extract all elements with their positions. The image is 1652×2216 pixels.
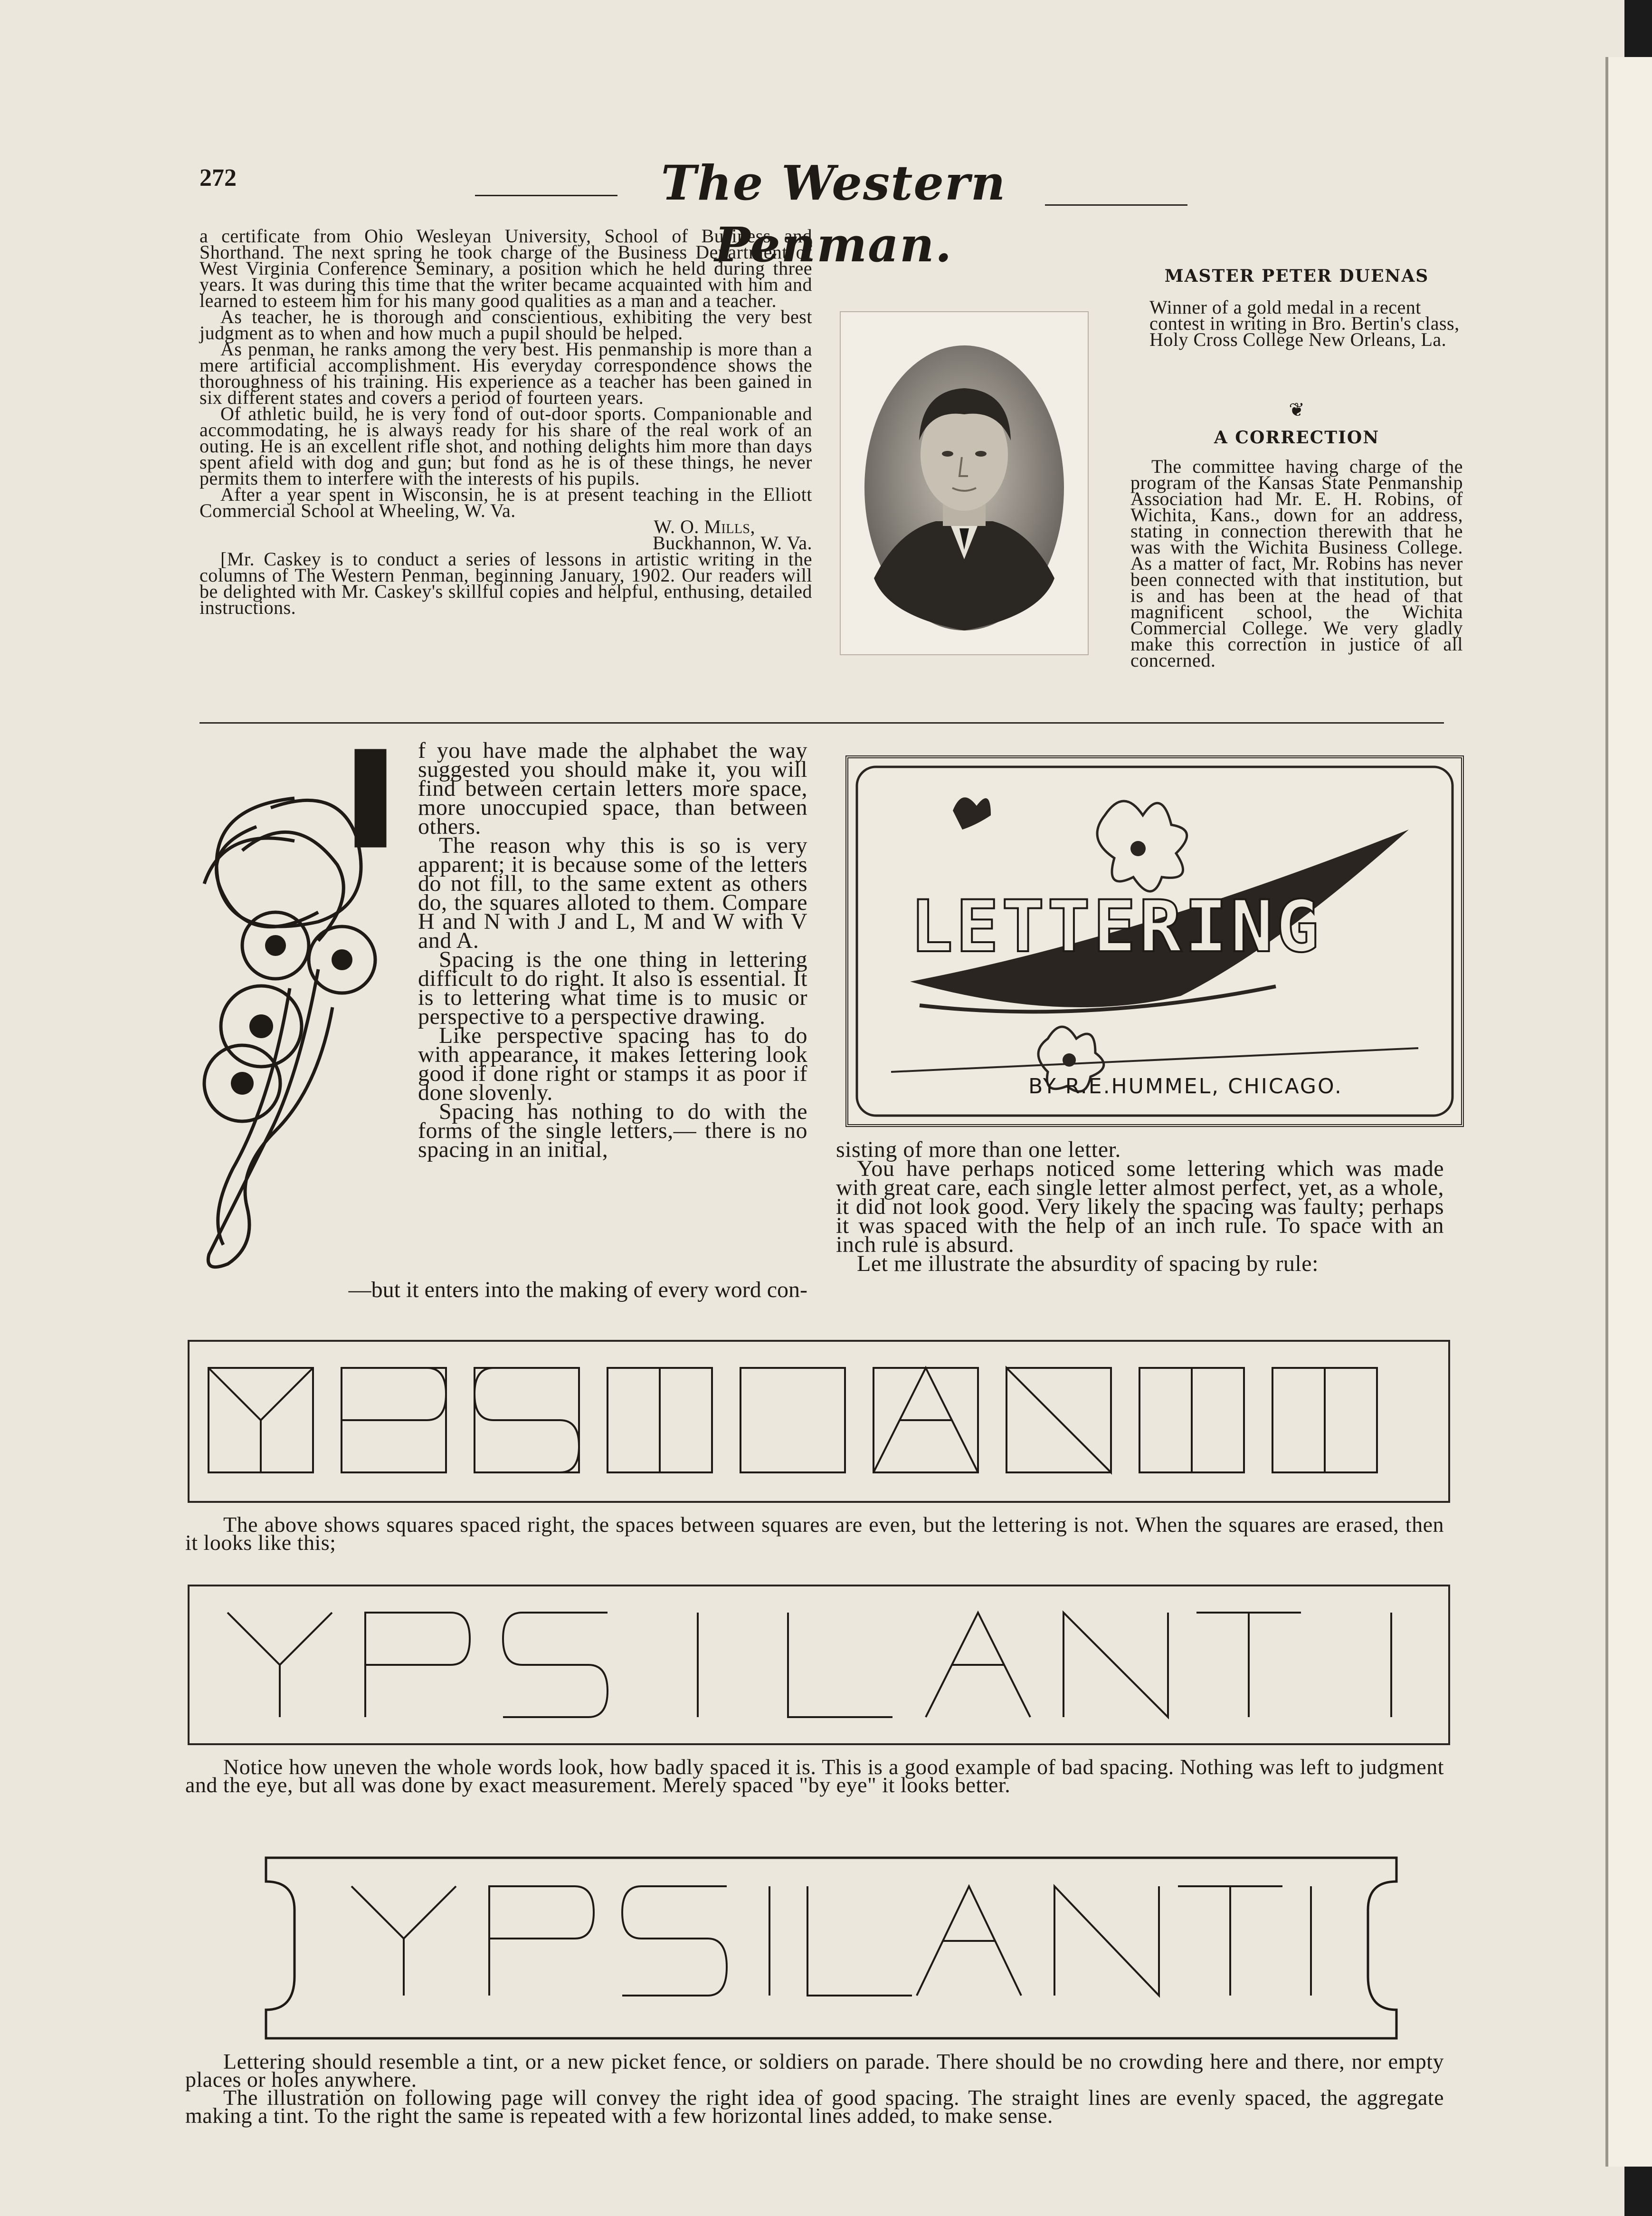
facing-page-edge — [1605, 57, 1652, 2167]
caption-bad-spacing: Notice how uneven the whole words look, how badly spaced it is. This is a good example of bad spacing. Nothing was left to judgment and the eye, but all was done by exact measurement. Merely spaced "by eye" it looks better. — [185, 1755, 1444, 1797]
caption-tint-paragraph: Lettering should resemble a tint, or a new picket fence, or soldiers on parade. There should be no crowding here and there, nor empty places or holes anywhere. — [185, 2049, 1444, 2092]
bio-paragraph: After a year spent in Wisconsin, he is at present teaching in the Elliott Commercial School at Wheeling, W. Va. — [199, 484, 812, 521]
ypsilanti-by-eye-letters — [237, 1853, 1425, 2043]
lettering-plate-title: LETTERING — [910, 886, 1322, 968]
ypsilanti-squares-letters — [190, 1342, 1448, 1501]
caption-squares: The above shows squares spaced right, the spaces between squares are even, but the lettering is not. When the squares are erased, then it looks like this; — [185, 1512, 1444, 1555]
bio-paragraph: Of athletic build, he is very fond of out-door sports. Companionable and accommodating, he is always ready for his share of the real work of an outing. He is an excellent rifle shot, and nothing delights him more than days spent afield with dog and gun; but fond as he is of these things, he never permits them to interfere with the interests of his pupils. — [199, 403, 812, 489]
article-paragraph: sisting of more than one letter. — [836, 1137, 1121, 1162]
article-tail-line: —but it enters into the making of every word con- — [348, 1277, 807, 1302]
bio-column — [199, 225, 812, 618]
caption-tint — [185, 2049, 1444, 2128]
article-paragraph: The reason why this is so is very apparent; it is because some of the letters do not fill, to the same extent as others do, the squares alloted to them. Compare H and N with J and L, M and W with V and A. — [418, 833, 807, 953]
caption-tint-paragraph: The illustration on following page will convey the right idea of good spacing. The straight lines are evenly spaced, the aggregate making a tint. To the right the same is repeated with a few horizontal lines added, to make sense. — [185, 2085, 1444, 2128]
section-divider — [199, 722, 1444, 724]
portrait-photo — [841, 312, 1088, 654]
peter-text: Winner of a gold medal in a recent contest in writing in Bro. Bertin's class, Holy Cross College New Orleans, La. — [1149, 296, 1460, 350]
portrait-frame — [840, 311, 1089, 655]
lettering-plate — [845, 755, 1464, 1127]
editor-note: [Mr. Caskey is to conduct a series of lessons in artistic writing in the columns of The Western Penman, beginning January, 1902. Our readers will be delighted with Mr. Caskey's skillful copies and helpful, enthusing, detailed instructions. — [199, 548, 812, 618]
masthead-title: The Western Penman. — [661, 155, 1006, 273]
bio-paragraph: As teacher, he is thorough and conscientious, exhibiting the very best judgment as to when and how much a pupil should be helped. — [199, 306, 812, 344]
signature-place: Buckhannon, W. Va. — [652, 532, 812, 554]
peter-heading: MASTER PETER DUENAS — [1164, 266, 1429, 286]
bio-paragraph: a certificate from Ohio Wesleyan University, School of Business and Shorthand. The next spring he took charge of the Business Department of West Virginia Conference Seminary, a position which he held during three years. It was during this time that the writer became acquainted with him and learned to esteem him for his many good qualities as a man and a teacher. — [199, 225, 812, 311]
correction-heading: A CORRECTION — [1214, 428, 1380, 448]
correction-text: The committee having charge of the program of the Kansas State Penmanship Association had Mr. E. H. Robins, of Wichita, Kans., down for an address, stating in connection therewith that he was with the Wichita Business College. As a matter of fact, Mr. Robins has never been connected with that institution, but is and has been at the head of that magnificent school, the Wichita Commercial College. We very gladly make this correction in justice of all concerned. — [1130, 456, 1463, 671]
page-number: 272 — [199, 164, 237, 191]
bio-paragraph: As penman, he ranks among the very best. His penmanship is more than a mere artificial accomplishment. His everyday correspondence shows the thoroughness of his training. His experience as a teacher has been gained in six different states and covers a period of fourteen years. — [199, 338, 812, 408]
article-column-2 — [836, 1137, 1444, 1276]
ornamental-initial-i — [176, 741, 404, 1278]
ypsilanti-squares-illustration — [188, 1340, 1450, 1503]
signature-name: W. O. Mills, — [654, 516, 755, 537]
masthead-rule-left — [475, 195, 617, 196]
article-column-1 — [418, 738, 807, 1162]
masthead-rule-right — [1045, 204, 1187, 206]
article-paragraph: f you have made the alphabet the way suggested you should make it, you will find between certain letters more space, more unoccupied space, than between others. — [418, 738, 807, 839]
article-paragraph: Like perspective spacing has to do with appearance, it makes lettering look good if done right or stamps it as poor if done slovenly. — [418, 1023, 807, 1105]
article-paragraph: Spacing has nothing to do with the forms of the single letters,— there is no spacing in an initial, — [418, 1099, 807, 1162]
fleuron-ornament: ❦ — [1289, 399, 1305, 421]
article-paragraph: Let me illustrate the absurdity of spacing by rule: — [857, 1251, 1319, 1276]
ypsilanti-erased-letters — [190, 1586, 1448, 1743]
lettering-plate-byline: BY R.E.HUMMEL, CHICAGO. — [1028, 1074, 1343, 1098]
article-paragraph: Spacing is the one thing in lettering difficult to do right. It also is essential. It is to lettering what time is to music or perspective to a perspective drawing. — [418, 947, 807, 1029]
ypsilanti-erased-illustration — [188, 1585, 1450, 1745]
article-paragraph: You have perhaps noticed some lettering which was made with great care, each single letter almost perfect, yet, as a whole, it did not look good. Very likely the spacing was faulty; perhaps it was spaced with the help of an inch rule. To space with an inch rule is absurd. — [836, 1156, 1444, 1257]
